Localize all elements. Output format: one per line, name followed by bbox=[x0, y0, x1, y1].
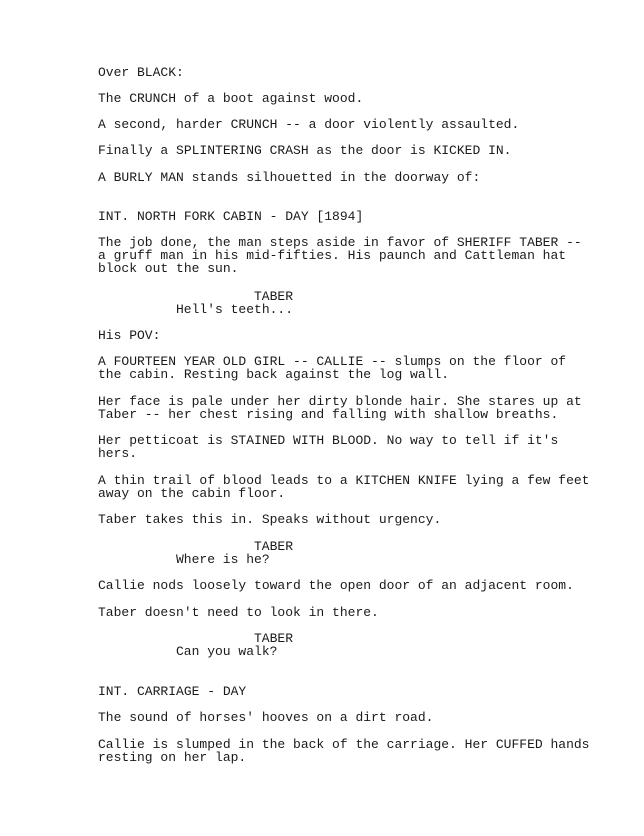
dialogue-line: Can you walk? bbox=[176, 644, 278, 659]
action-line: Taber doesn't need to look in there. bbox=[98, 605, 379, 620]
dialogue-line: Where is he? bbox=[176, 552, 270, 567]
action-line: Over BLACK: bbox=[98, 65, 184, 80]
action-line: Callie nods loosely toward the open door of an adjacent room. bbox=[98, 578, 574, 593]
action-line: A thin trail of blood leads to a KITCHEN KNIFE lying a few feet bbox=[98, 473, 590, 488]
action-line: The sound of horses' hooves on a dirt road. bbox=[98, 710, 434, 725]
action-line: a gruff man in his mid-fifties. His paunch and Cattleman hat bbox=[98, 248, 567, 263]
action-line: Finally a SPLINTERING CRASH as the door is KICKED IN. bbox=[98, 143, 512, 158]
action-line: The job done, the man steps aside in favor of SHERIFF TABER -- bbox=[98, 235, 582, 250]
action-line: His POV: bbox=[98, 328, 161, 343]
scene-heading: INT. NORTH FORK CABIN - DAY [1894] bbox=[98, 209, 364, 224]
action-line: block out the sun. bbox=[98, 261, 239, 276]
character-cue: TABER bbox=[254, 539, 294, 554]
action-line: Callie is slumped in the back of the carriage. Her CUFFED hands bbox=[98, 737, 590, 752]
character-cue: TABER bbox=[254, 631, 294, 646]
scene-heading: INT. CARRIAGE - DAY bbox=[98, 684, 247, 699]
action-line: hers. bbox=[98, 446, 138, 461]
action-line: Her face is pale under her dirty blonde hair. She stares up at bbox=[98, 394, 582, 409]
action-line: A BURLY MAN stands silhouetted in the doorway of: bbox=[98, 170, 481, 185]
action-line: Her petticoat is STAINED WITH BLOOD. No way to tell if it's bbox=[98, 433, 559, 448]
action-line: The CRUNCH of a boot against wood. bbox=[98, 91, 364, 106]
action-line: A second, harder CRUNCH -- a door violently assaulted. bbox=[98, 117, 520, 132]
action-line: the cabin. Resting back against the log wall. bbox=[98, 367, 450, 382]
action-line: Taber -- her chest rising and falling with shallow breaths. bbox=[98, 407, 559, 422]
action-line: A FOURTEEN YEAR OLD GIRL -- CALLIE -- slumps on the floor of bbox=[98, 354, 567, 369]
dialogue-line: Hell's teeth... bbox=[176, 302, 294, 317]
action-line: resting on her lap. bbox=[98, 750, 247, 765]
action-line: Taber takes this in. Speaks without urgency. bbox=[98, 512, 442, 527]
character-cue: TABER bbox=[254, 289, 294, 304]
action-line: away on the cabin floor. bbox=[98, 486, 286, 501]
